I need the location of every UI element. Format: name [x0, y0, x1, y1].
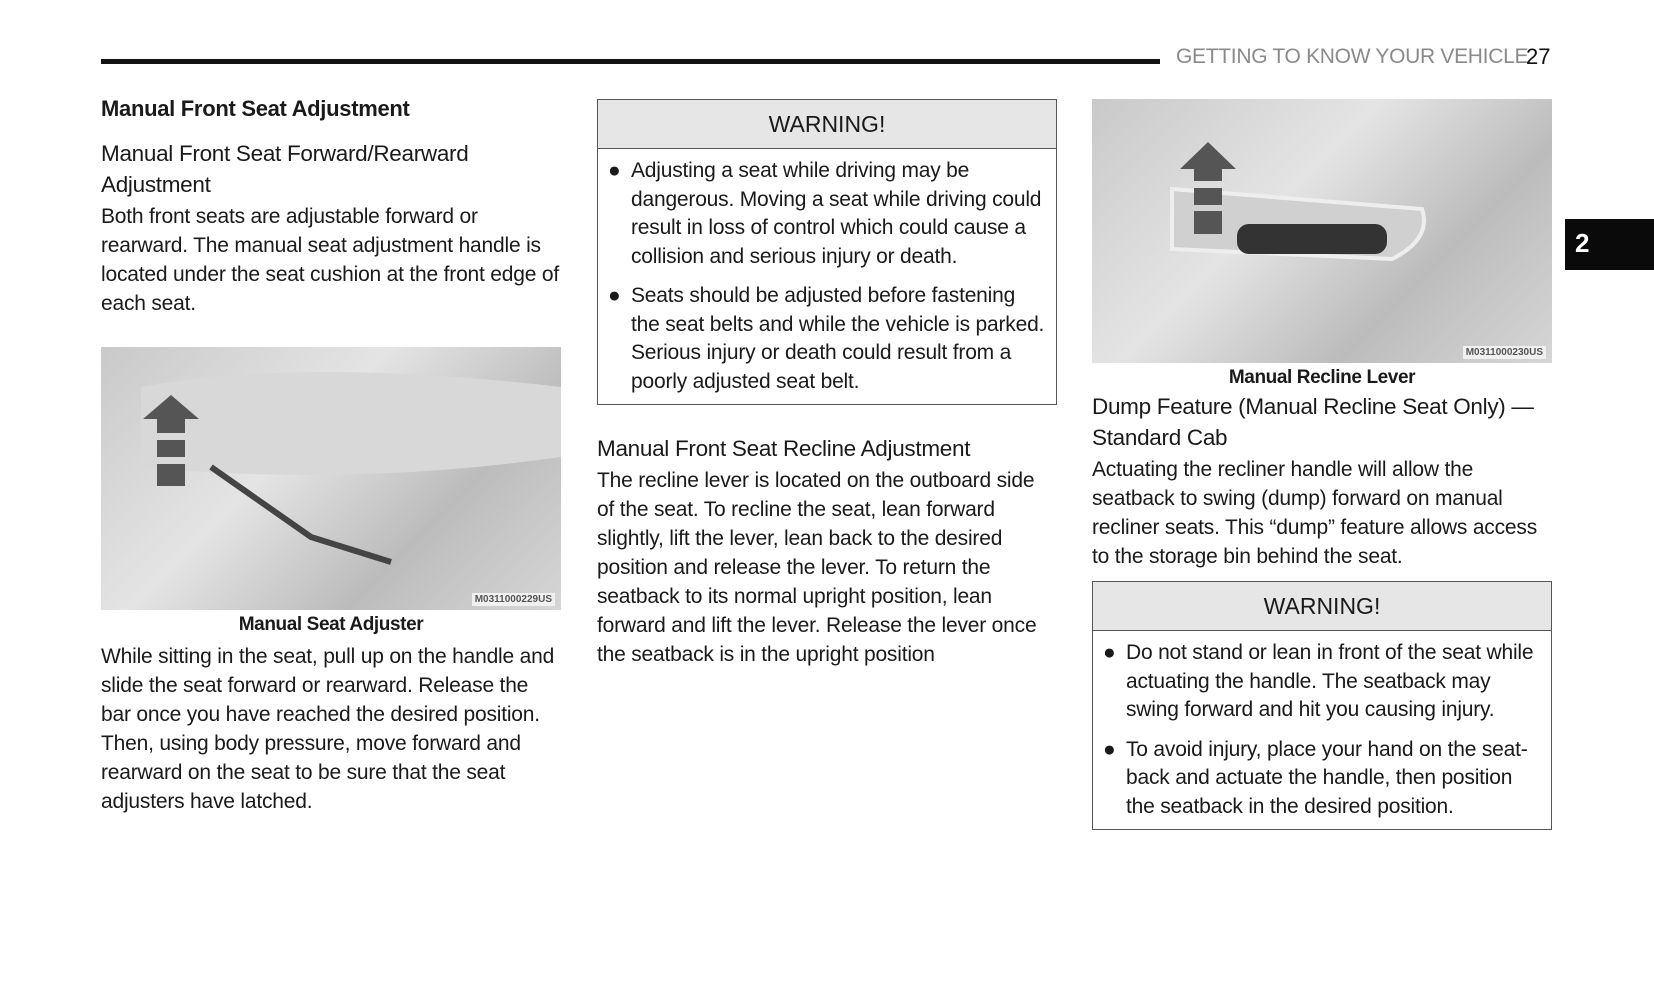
- paragraph: Actuating the recliner handle will allow the seatback to swing (dump) forward on manual recliner seats. This “dump” feature allows access to the storage bin behind the seat.: [1092, 458, 1537, 568]
- warning-item: ● To avoid injury, place your hand on the seat-back and actuate the handle, then position the seatback in the desired position.: [1103, 737, 1528, 818]
- subsection-heading: Dump Feature (Manual Recline Seat Only) — Standard Cab: [1092, 394, 1534, 450]
- warning-item: ● Adjusting a seat while driving may be dangerous. Moving a seat while driving could result in loss of control which could cause a collision and serious injury or death.: [608, 159, 1042, 268]
- paragraph: The recline lever is located on the outboard side of the seat. To recline the seat, lean forward slightly, lift the lever, lean back to the desired position and release the lever. To return the seatback to its normal upright position, lean forward and lift the lever. Release the lever once the seatback is in the upright position: [597, 469, 1037, 666]
- section-heading: Manual Front Seat Adjustment: [101, 96, 410, 121]
- warning-title: WARNING!: [598, 100, 1056, 149]
- subsection-heading: Manual Front Seat Forward/Rearward Adjustment: [101, 141, 469, 197]
- header-rule: [101, 59, 1160, 64]
- warning-item: ● Do not stand or lean in front of the seat while actuating the handle. The seatback may swing forward and hit you causing injury.: [1103, 641, 1534, 721]
- warning-item: ● Seats should be adjusted before fastening the seat belts and while the vehicle is parked. Serious injury or death could result from a poorly adjusted seat belt.: [608, 284, 1045, 393]
- seat-adjuster-image: [101, 347, 561, 610]
- recline-lever-image: [1092, 99, 1552, 363]
- subsection-heading: Manual Front Seat Recline Adjustment: [597, 436, 971, 461]
- warning-box: [1092, 581, 1552, 830]
- column-1: [101, 96, 561, 816]
- column-2: [597, 99, 1057, 669]
- bullet-icon: ●: [1103, 641, 1116, 664]
- section-title: GETTING TO KNOW YOUR VEHICLE: [1176, 45, 1529, 68]
- chapter-tab[interactable]: 2: [1565, 219, 1654, 270]
- bullet-icon: ●: [608, 284, 621, 307]
- column-3: [1092, 99, 1552, 830]
- paragraph: Both front seats are adjustable forward or rearward. The manual seat adjustment handle is located under the seat cushion at the front edge of each seat.: [101, 205, 559, 315]
- page-number: 27: [1526, 44, 1551, 69]
- image-caption: Manual Recline Lever: [1228, 367, 1416, 388]
- warning-title: WARNING!: [1093, 582, 1551, 631]
- seat-adjuster-illustration: [101, 347, 561, 610]
- image-code: M0311000230US: [1463, 346, 1546, 359]
- image-code: M0311000229US: [472, 593, 555, 606]
- paragraph: While sitting in the seat, pull up on the handle and slide the seat forward or rearward. Release the bar once you have reached the desired position. Then, using body pressure, move forward and rearward on the seat to be sure that the seat adjusters have latched.: [101, 645, 555, 813]
- bullet-icon: ●: [1103, 737, 1116, 761]
- bullet-icon: ●: [608, 159, 621, 182]
- image-caption: Manual Seat Adjuster: [238, 614, 424, 635]
- recline-lever-illustration: [1092, 99, 1552, 363]
- warning-box: [597, 99, 1057, 405]
